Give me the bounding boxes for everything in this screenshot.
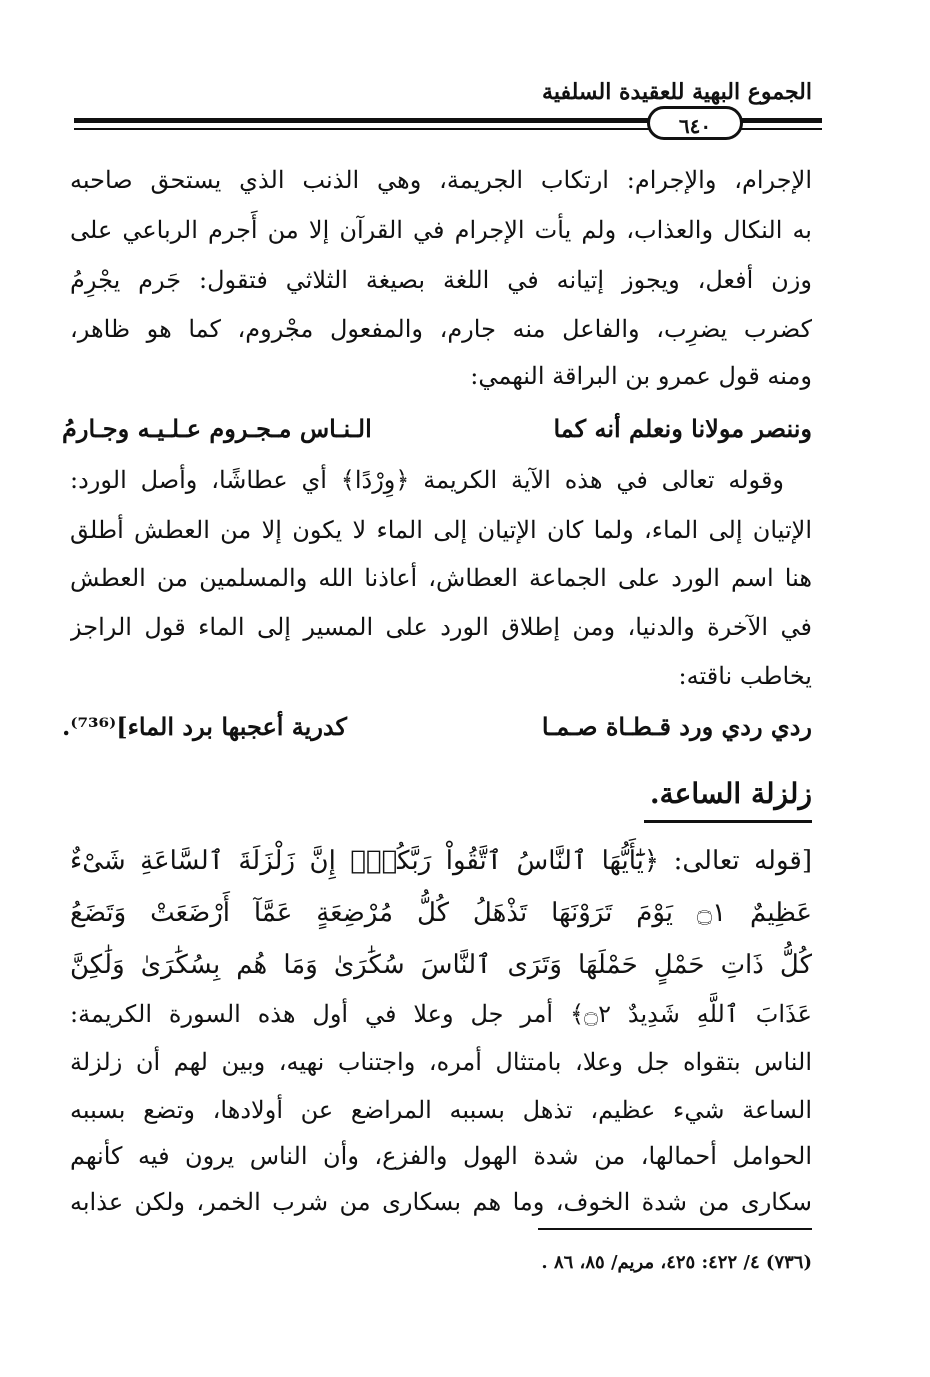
quran-verse-line: كُلُّ ذَاتِ حَمْلٍ حَمْلَهَا وَتَرَى ٱلنَّاسَ سُكَٰرَىٰ وَمَا هُم بِسُكَٰرَىٰ وَلَٰكِنَّ xyxy=(70,950,812,980)
text-line: الحوامل أحمالها، من شدة الهول والفزع، وأن الناس يرون فيه كأنهم xyxy=(70,1142,812,1170)
heading-underline xyxy=(644,820,812,823)
text-line: وقوله تعالى في هذه الآية الكريمة ﴿وِرْدًا﴾ أي عطاشًا، وأصل الورد: xyxy=(70,466,784,494)
text-line: وزن أفعل، ويجوز إتيانه في اللغة بصيغة الثلاثي فتقول: جَرم يجْرِمُ xyxy=(70,266,812,294)
text-line: يخاطب ناقته: xyxy=(678,662,812,690)
verse-first-hemistich: وننصر مولانا ونعلم أنه كما xyxy=(553,414,812,443)
footnote: (٧٣٦) ٤/ ٤٢٢: ٤٢٥، مريم/ ٨٥، ٨٦ . xyxy=(541,1252,812,1273)
quran-verse-line: عَظِيمٌ ۝١ يَوْمَ تَرَوْنَهَا تَذْهَلُ كُلُّ مُرْضِعَةٍ عَمَّآ أَرْضَعَتْ وَتَضَعُ xyxy=(70,898,812,928)
text-line: سكارى من شدة الخوف، وما هم بسكارى من شرب الخمر، ولكن عذابه xyxy=(70,1188,812,1216)
verse-second-hemistich: الـنـاس مـجـروم عـلـيـه وجـارمُ xyxy=(62,414,372,443)
running-header-title: الجموع البهية للعقيدة السلفية xyxy=(542,79,812,105)
text-line: ومنه قول عمرو بن البراقة النهمي: xyxy=(470,362,812,390)
text-line: الإتيان إلى الماء، ولما كان الإتيان إلى الماء لا يكون إلا من العطش أطلق xyxy=(70,516,812,544)
text-line: في الآخرة والدنيا، ومن إطلاق الورد على المسير إلى الماء قول الراجز xyxy=(70,613,812,641)
text-line: كضرب يضرِب، والفاعل منه جارم، والمفعول مجْروم، كما هو ظاهر، xyxy=(70,315,812,343)
quran-verse-line: [قوله تعالى: ﴿يَٰٓأَيُّهَا ٱلنَّاسُ ٱتَّقُواْ رَبَّكُمْۚ إِنَّ زَلْزَلَةَ ٱلسَّاعَةِ شَىْءٌ xyxy=(70,846,812,876)
text-line: هنا اسم الورد على الجماعة العطاش، أعاذنا الله والمسلمين من العطش xyxy=(70,564,812,592)
text-line: به النكال والعذاب، ولم يأت الإجرام في القرآن إلا من أَجرم الرباعي على xyxy=(70,216,812,244)
section-heading: زلزلة الساعة. xyxy=(649,777,812,810)
text-line: عَذَابَ ٱللَّهِ شَدِيدٌ ۝٢﴾ أمر جل وعلا في أول هذه السورة الكريمة: xyxy=(70,1000,812,1028)
text-line: الساعة شيء عظيم، تذهل بسببه المراضع عن أولادها، وتضع بسببه xyxy=(70,1096,812,1124)
text-line: الإجرام، والإجرام: ارتكاب الجريمة، وهي الذنب الذي يستحق صاحبه xyxy=(70,166,812,194)
verse-first-hemistich: ردي ردي ورد قـطـاة صـمـا xyxy=(541,712,812,741)
page-number: ٦٤٠ xyxy=(647,106,743,140)
footnote-separator xyxy=(538,1228,812,1230)
verse-second-hemistich: كدرية أعجبها برد الماء]⁽⁷³⁶⁾. xyxy=(62,712,347,741)
poetry-verse xyxy=(62,704,812,750)
poetry-verse xyxy=(62,406,812,452)
text-line: الناس بتقواه جل وعلا، بامتثال أمره، واجتناب نهيه، وبين لهم أن زلزلة xyxy=(70,1048,812,1076)
